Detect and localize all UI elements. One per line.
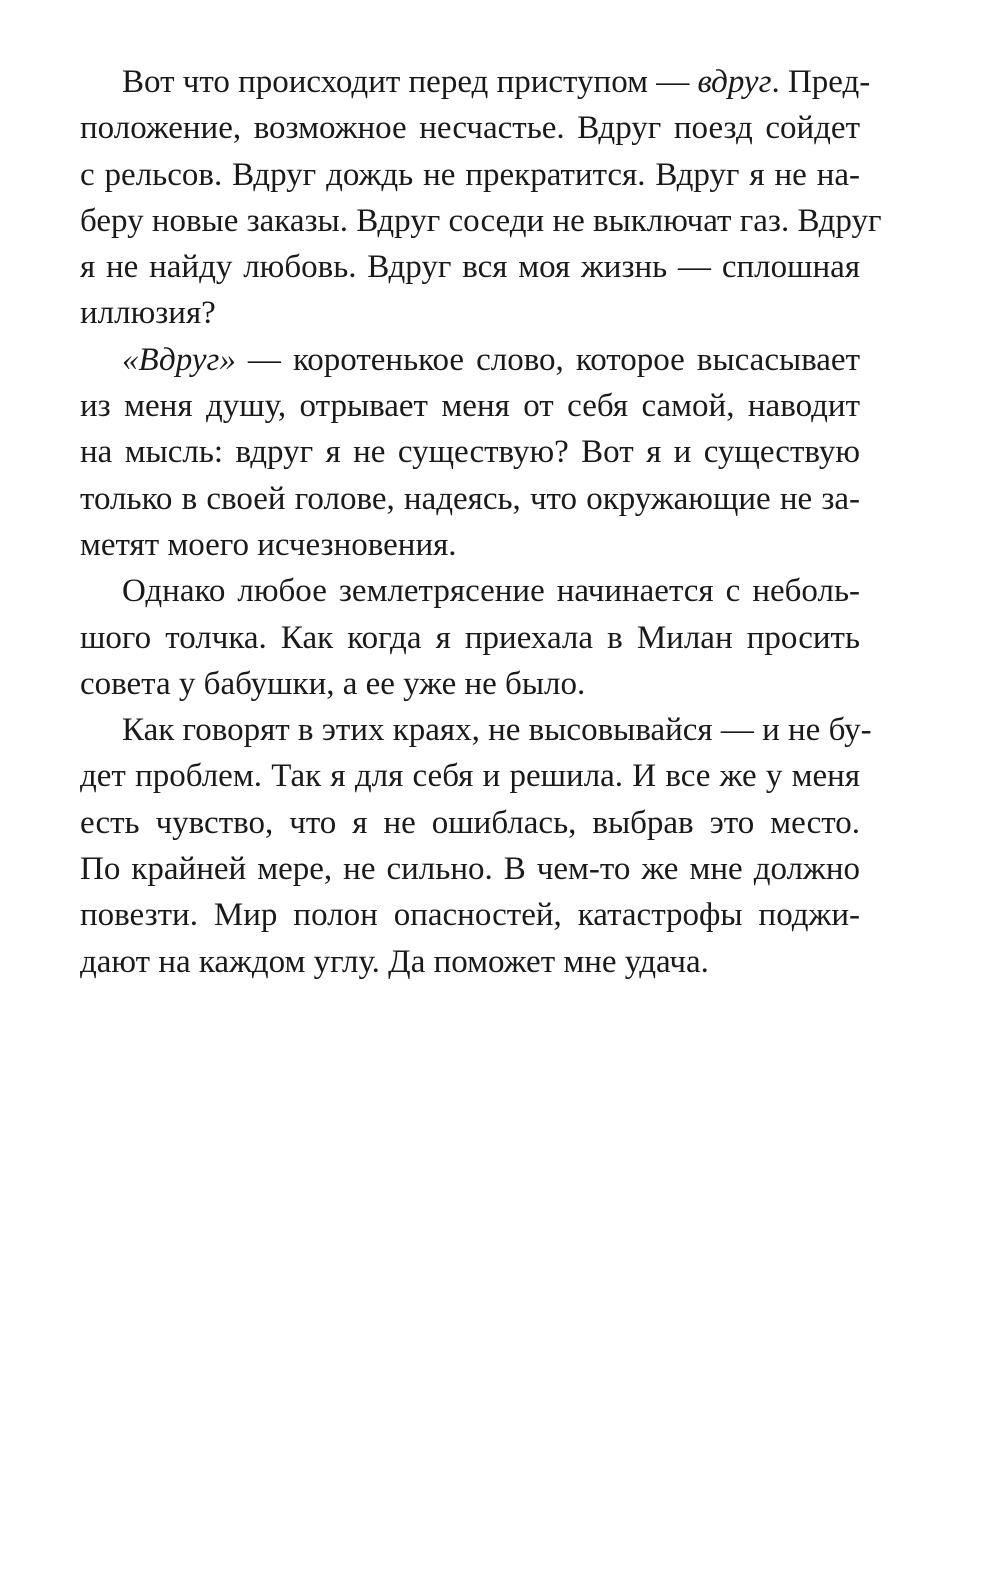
text-line bbox=[80, 615, 860, 661]
italic-run: вдруг bbox=[697, 64, 772, 100]
text-run: на мысль: вдруг я не существую? Вот я и существую bbox=[80, 434, 860, 471]
body-text bbox=[80, 59, 882, 985]
text-line bbox=[80, 939, 860, 985]
text-line bbox=[80, 383, 860, 429]
text-run: дают на каждом углу. Да поможет мне удача. bbox=[80, 943, 709, 980]
text-run: По крайней мере, не сильно. В чем-то же мне должно bbox=[80, 851, 860, 888]
text-run: из меня душу, отрывает меня от себя самой, наводит bbox=[80, 388, 860, 425]
text-line bbox=[80, 429, 860, 475]
text-line bbox=[80, 198, 882, 244]
text-line bbox=[80, 522, 860, 568]
text-run: — коротенькое слово, которое высасывает bbox=[235, 341, 860, 378]
paragraph bbox=[80, 707, 872, 985]
text-run: положение, возможное несчастье. Вдруг поезд сойдет bbox=[80, 110, 860, 147]
text-line bbox=[80, 476, 860, 522]
text-line bbox=[80, 892, 860, 938]
text-line bbox=[80, 753, 860, 799]
text-run: Как говорят в этих краях, не высовывайся — и не бу- bbox=[122, 712, 872, 749]
text-run: я не найду любовь. Вдруг вся моя жизнь — сплошная bbox=[80, 249, 860, 286]
paragraph bbox=[80, 59, 882, 337]
text-line bbox=[80, 337, 860, 383]
text-run: . Пред- bbox=[771, 64, 871, 100]
text-run: шого толчка. Как когда я приехала в Милан просить bbox=[80, 619, 860, 656]
text-line bbox=[80, 105, 860, 151]
text-line bbox=[80, 661, 860, 707]
text-line bbox=[80, 59, 871, 105]
text-run: Вот что происходит перед приступом — bbox=[122, 64, 698, 100]
text-run: Однако любое землетрясение начинается с неболь- bbox=[122, 573, 860, 610]
text-run: метят моего исчезновения. bbox=[80, 526, 457, 563]
text-line bbox=[80, 800, 860, 846]
text-run: дет проблем. Так я для себя и решила. И все же у меня bbox=[80, 758, 860, 795]
text-run: беру новые заказы. Вдруг соседи не выключат газ. Вдруг bbox=[80, 202, 882, 239]
text-run: повезти. Мир полон опасностей, катастрофы поджи- bbox=[80, 897, 860, 934]
text-line bbox=[80, 707, 872, 753]
paragraph bbox=[80, 337, 860, 568]
text-run: только в своей голове, надеясь, что окружающие не за- bbox=[80, 480, 860, 517]
paragraph bbox=[80, 568, 860, 707]
text-line bbox=[80, 846, 860, 892]
text-run: совета у бабушки, а ее уже не было. bbox=[80, 665, 586, 702]
text-run: есть чувство, что я не ошиблась, выбрав это место. bbox=[80, 804, 860, 841]
text-run: с рельсов. Вдруг дождь не прекратится. Вдруг я не на- bbox=[80, 156, 860, 193]
text-line bbox=[80, 152, 860, 198]
italic-run: «Вдруг» bbox=[122, 341, 236, 378]
text-line bbox=[80, 290, 860, 336]
text-run: иллюзия? bbox=[80, 295, 216, 332]
text-line bbox=[80, 568, 860, 614]
text-line bbox=[80, 244, 860, 290]
